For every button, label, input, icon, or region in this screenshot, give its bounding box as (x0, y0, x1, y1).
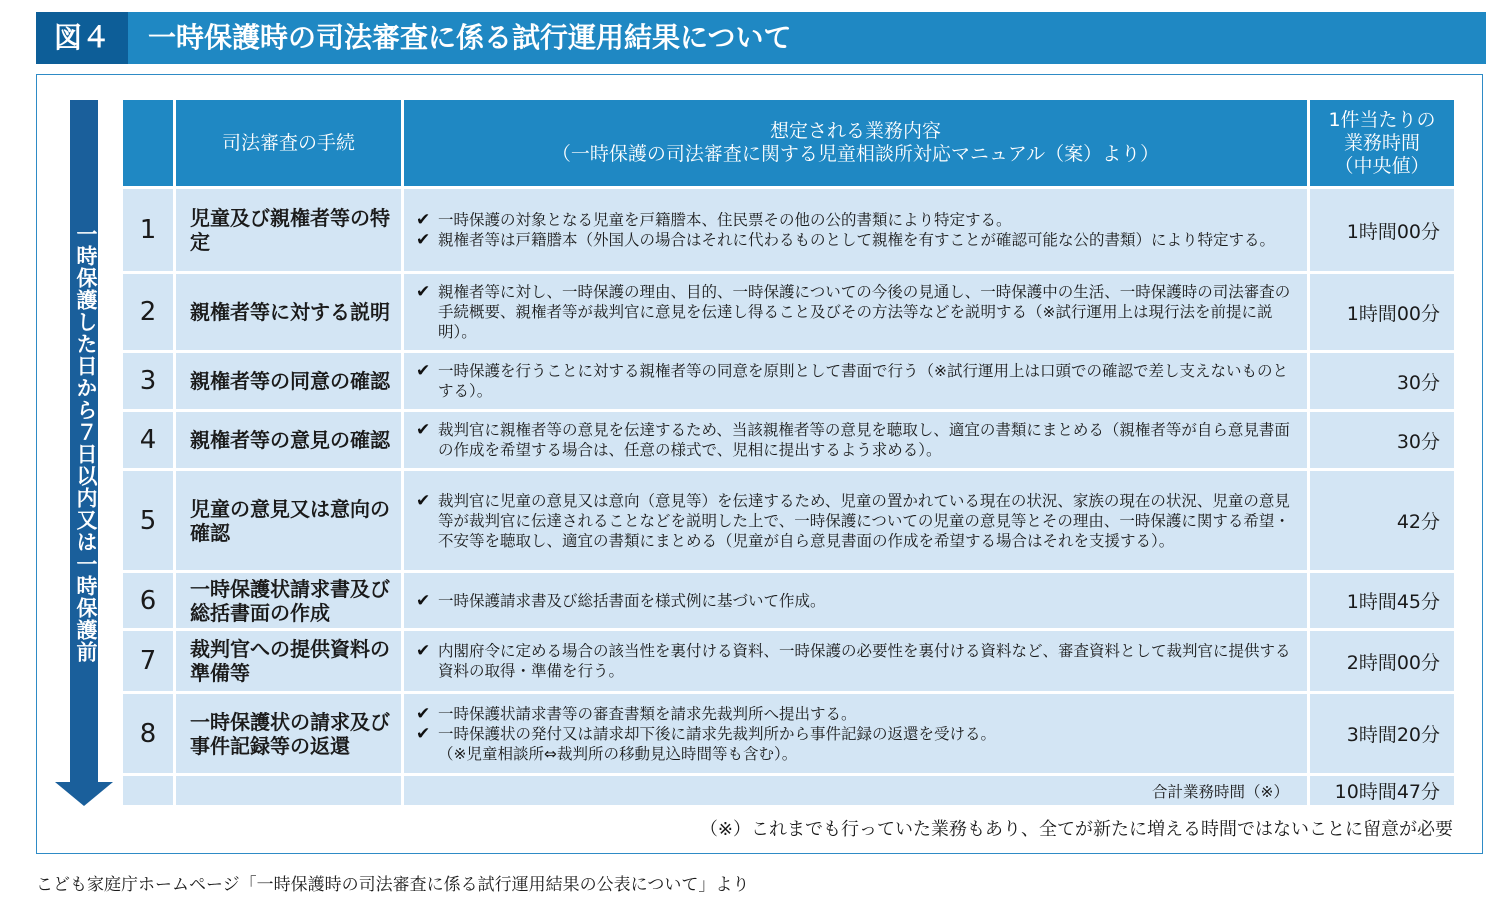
row-item-note: （※児童相談所⇔裁判所の移動見込時間等も含む）。 (438, 744, 798, 763)
table-row (123, 412, 1454, 468)
row-item: 一時保護を行うことに対する親権者等の同意を原則として書面で行う（※試行運用上は口頭での確認で差し支えないものとする）。 (438, 362, 1288, 400)
row-number: 2 (123, 274, 173, 350)
header-procedure: 司法審査の手続 (176, 100, 401, 186)
table-total-row (123, 776, 1454, 805)
row-procedure: 親権者等の同意の確認 (176, 353, 401, 409)
check-icon: ✔ (416, 641, 431, 661)
row-number: 1 (123, 189, 173, 271)
row-item: 一時保護請求書及び総括書面を様式例に基づいて作成。 (438, 591, 826, 610)
check-icon: ✔ (416, 490, 431, 511)
source-citation: こども家庭庁ホームページ「一時保護時の司法審査に係る試行運用結果の公表について」より (36, 875, 750, 895)
row-number: 4 (123, 412, 173, 468)
header-time (1310, 100, 1454, 186)
row-item: 一時保護状の発付又は請求却下後に請求先裁判所から事件記録の返還を受ける。 (438, 724, 997, 743)
table-header-row (123, 100, 1454, 186)
row-procedure: 裁判官への提供資料の準備等 (176, 631, 401, 691)
total-time: 10時間47分 (1310, 776, 1454, 805)
row-number: 6 (123, 573, 173, 628)
check-icon: ✔ (416, 230, 431, 250)
timeline-label: 一時保護した日から７日以内又は一時保護前 (74, 223, 98, 663)
table-row (123, 471, 1454, 570)
table-row (123, 274, 1454, 350)
check-icon: ✔ (416, 590, 431, 611)
row-description (404, 573, 1307, 628)
row-number: 5 (123, 471, 173, 570)
procedure-table (120, 97, 1457, 808)
row-description (404, 694, 1307, 773)
row-time: 42分 (1310, 471, 1454, 570)
row-item: 裁判官に児童の意見又は意向（意見等）を伝達するため、児童の置かれている現在の状況、家族の現在の状況、児童の意見等が裁判官に伝達されることなどを説明した上で、一時保護についての児童の意見等とその理由、一時保護に関する希望・不安等を聴取し、適宜の書類にまとめる（児童が自ら意見書面の作成を希望する場合はそれを支援する）。 (438, 491, 1290, 550)
row-procedure: 一時保護状請求書及び総括書面の作成 (176, 573, 401, 628)
check-icon: ✔ (416, 703, 431, 724)
header-description-line2: （一時保護の司法審査に関する児童相談所対応マニュアル（案）より） (551, 143, 1160, 165)
total-empty-cell (176, 776, 401, 805)
check-icon: ✔ (416, 723, 431, 744)
check-icon: ✔ (416, 361, 431, 381)
header-number-cell (123, 100, 173, 186)
row-number: 3 (123, 353, 173, 409)
footnote: （※）これまでも行っていた業務もあり、全てが新たに増える時間ではないことに留意が必要 (699, 819, 1453, 840)
row-procedure: 一時保護状の請求及び事件記録等の返還 (176, 694, 401, 773)
header-description-line1: 想定される業務内容 (769, 120, 941, 142)
figure-header (36, 12, 1486, 64)
row-time: 1時間00分 (1310, 274, 1454, 350)
row-description (404, 631, 1307, 691)
row-item: 内閣府令に定める場合の該当性を裏付ける資料、一時保護の必要性を裏付ける資料など、審査資料として裁判官に提供する資料の取得・準備を行う。 (438, 642, 1291, 680)
table-row (123, 694, 1454, 773)
row-procedure: 児童及び親権者等の特定 (176, 189, 401, 271)
total-empty-cell (123, 776, 173, 805)
table-row (123, 189, 1454, 271)
timeline-bar (70, 100, 98, 782)
row-time: 3時間20分 (1310, 694, 1454, 773)
row-number: 8 (123, 694, 173, 773)
row-description (404, 274, 1307, 350)
row-number: 7 (123, 631, 173, 691)
header-description (404, 100, 1307, 186)
row-procedure: 親権者等の意見の確認 (176, 412, 401, 468)
row-description (404, 189, 1307, 271)
table-row (123, 631, 1454, 691)
check-icon: ✔ (416, 282, 431, 302)
header-time-line2: 業務時間 (1343, 131, 1420, 154)
row-item: 親権者等に対し、一時保護の理由、目的、一時保護についての今後の見通し、一時保護中の生活、一時保護時の司法審査の手続概要、親権者等が裁判官に意見を伝達し得ること及びその方法等などを説明する（※試行運用上は現行法を前提に説明）。 (438, 283, 1291, 341)
row-description (404, 471, 1307, 570)
row-time: 1時間00分 (1310, 189, 1454, 271)
row-procedure: 親権者等に対する説明 (176, 274, 401, 350)
figure-title: 一時保護時の司法審査に係る試行運用結果について (148, 21, 792, 54)
header-time-line1: 1件当たりの (1328, 108, 1436, 131)
check-icon: ✔ (416, 420, 431, 440)
table-row (123, 573, 1454, 628)
row-description (404, 353, 1307, 409)
row-time: 2時間00分 (1310, 631, 1454, 691)
header-time-line3: （中央値） (1334, 154, 1430, 177)
row-time: 30分 (1310, 412, 1454, 468)
total-label: 合計業務時間（※） (404, 776, 1307, 805)
row-item: 裁判官に親権者等の意見を伝達するため、当該親権者等の意見を聴取し、適宜の書類にまとめる（親権者等が自ら意見書面の作成を希望する場合は、任意の様式で、児相に提出するよう求める）。 (438, 421, 1290, 459)
row-item: 一時保護状請求書等の審査書類を請求先裁判所へ提出する。 (438, 704, 857, 723)
row-item: 一時保護の対象となる児童を戸籍謄本、住民票その他の公的書類により特定する。 (438, 211, 1012, 229)
row-procedure: 児童の意見又は意向の確認 (176, 471, 401, 570)
row-description (404, 412, 1307, 468)
figure-label: 図４ (36, 12, 128, 64)
table-row (123, 353, 1454, 409)
row-item: 親権者等は戸籍謄本（外国人の場合はそれに代わるものとして親権を有すことが確認可能な公的書類）により特定する。 (438, 231, 1276, 249)
check-icon: ✔ (416, 210, 431, 230)
timeline-arrow-icon (55, 782, 113, 806)
row-time: 30分 (1310, 353, 1454, 409)
row-time: 1時間45分 (1310, 573, 1454, 628)
